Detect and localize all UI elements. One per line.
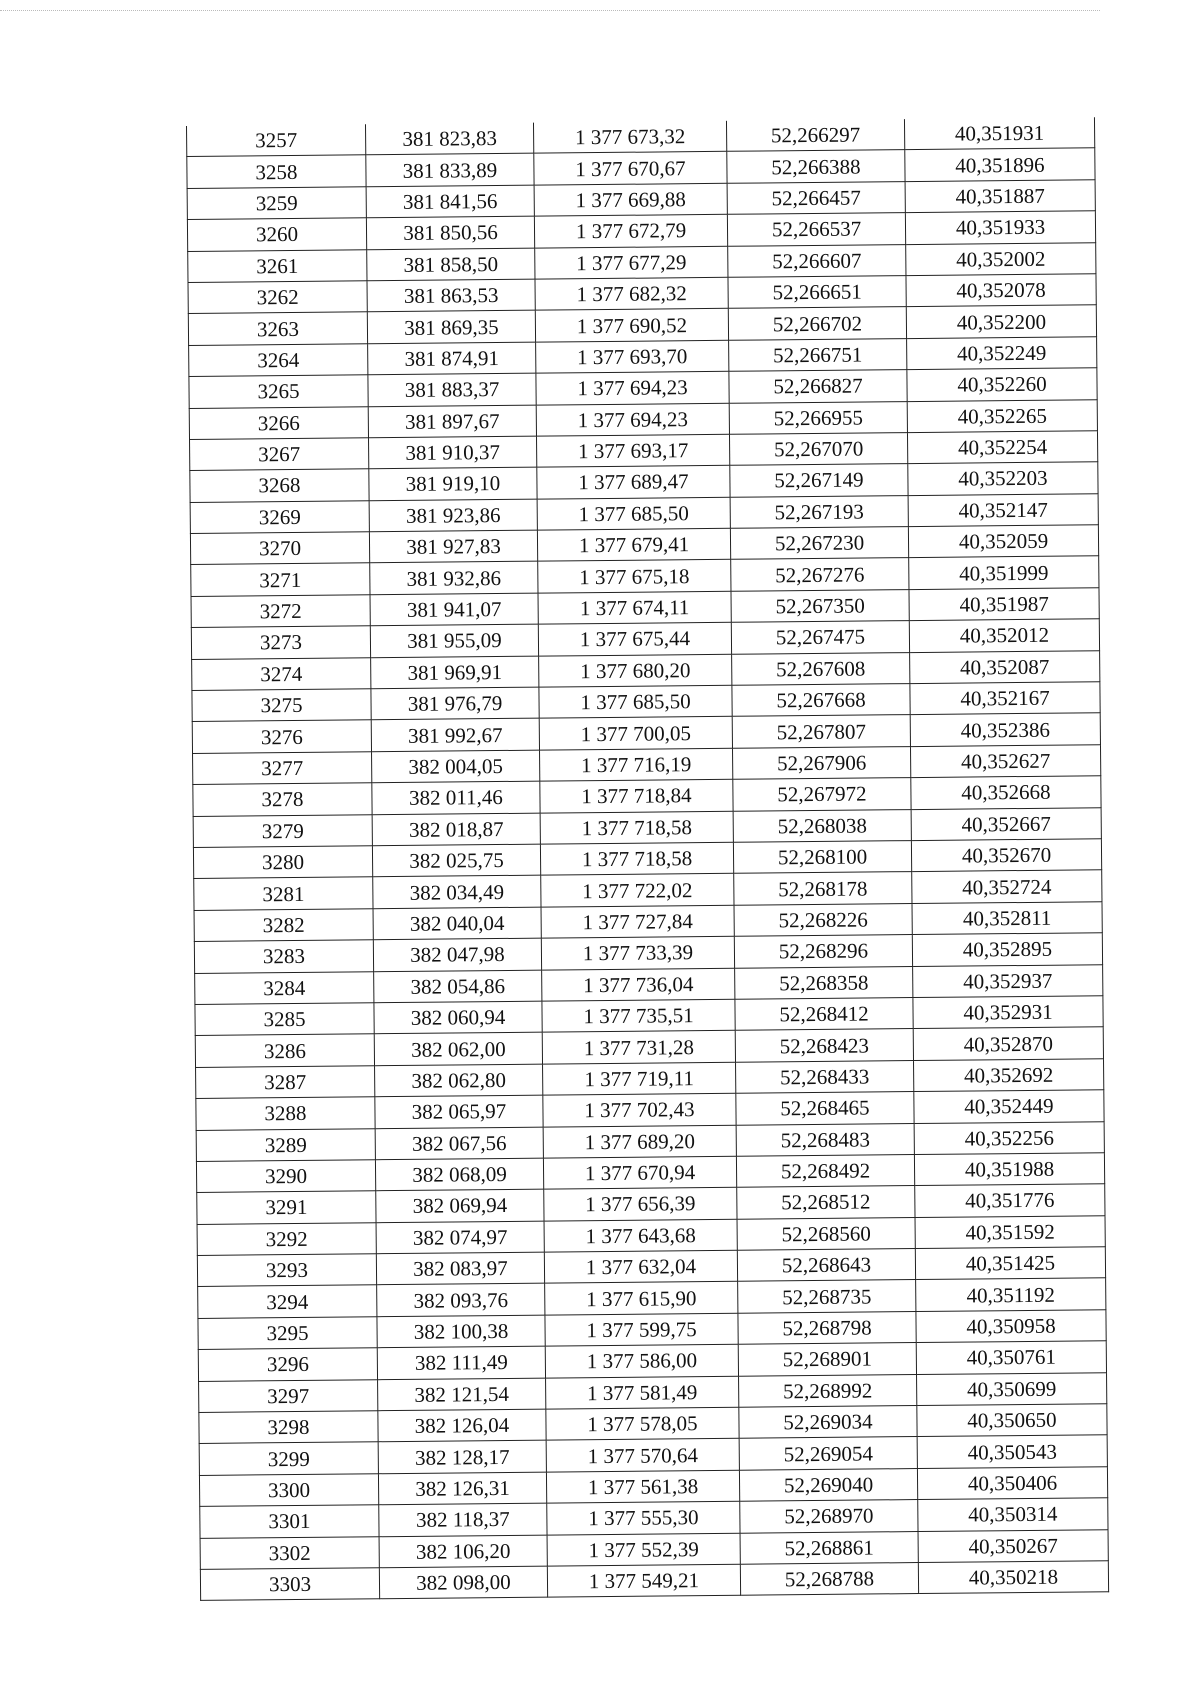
longitude-cell: 40,352265 (907, 399, 1097, 432)
coord-y-cell: 1 377 674,11 (538, 591, 731, 624)
coord-x-cell: 382 060,94 (374, 1001, 542, 1034)
coord-y-cell: 1 377 694,23 (536, 403, 729, 436)
longitude-cell: 40,352078 (906, 274, 1096, 307)
coord-y-cell: 1 377 718,58 (540, 842, 733, 875)
coordinates-table (186, 117, 1109, 1601)
longitude-cell: 40,352087 (910, 650, 1100, 683)
point-number-cell: 3296 (198, 1348, 377, 1381)
point-number-cell: 3267 (190, 438, 369, 471)
latitude-cell: 52,268861 (740, 1531, 918, 1564)
coord-y-cell: 1 377 615,90 (545, 1282, 738, 1315)
point-number-cell: 3266 (189, 406, 368, 439)
latitude-cell: 52,267070 (729, 432, 907, 465)
latitude-cell: 52,269054 (739, 1437, 917, 1470)
coord-x-cell: 382 121,54 (378, 1378, 546, 1411)
coord-y-cell: 1 377 694,23 (536, 371, 729, 404)
coord-x-cell: 382 069,94 (376, 1189, 544, 1222)
point-number-cell: 3260 (187, 218, 366, 251)
longitude-cell: 40,352260 (907, 368, 1097, 401)
coord-x-cell: 381 858,50 (367, 248, 535, 281)
longitude-cell: 40,352249 (907, 337, 1097, 370)
point-number-cell: 3258 (187, 155, 366, 188)
coord-y-cell: 1 377 673,32 (533, 121, 726, 154)
latitude-cell: 52,266955 (729, 401, 907, 434)
latitude-cell: 52,268433 (736, 1060, 914, 1093)
latitude-cell: 52,268970 (740, 1500, 918, 1533)
coord-y-cell: 1 377 693,70 (536, 340, 729, 373)
coord-y-cell: 1 377 677,29 (535, 246, 728, 279)
longitude-cell: 40,351933 (905, 211, 1095, 244)
coord-x-cell: 382 062,00 (374, 1032, 542, 1065)
coord-y-cell: 1 377 656,39 (544, 1188, 737, 1221)
coord-y-cell: 1 377 680,20 (539, 654, 732, 687)
latitude-cell: 52,267149 (730, 464, 908, 497)
coord-x-cell: 382 025,75 (372, 844, 540, 877)
latitude-cell: 52,268465 (736, 1092, 914, 1125)
coord-x-cell: 382 068,09 (375, 1158, 543, 1191)
latitude-cell: 52,268992 (739, 1374, 917, 1407)
coord-y-cell: 1 377 581,49 (546, 1376, 739, 1409)
point-number-cell: 3271 (191, 563, 370, 596)
longitude-cell: 40,350699 (917, 1372, 1107, 1405)
point-number-cell: 3295 (198, 1317, 377, 1350)
coord-y-cell: 1 377 570,64 (546, 1439, 739, 1472)
point-number-cell: 3278 (193, 783, 372, 816)
point-number-cell: 3298 (199, 1411, 378, 1444)
longitude-cell: 40,352200 (906, 305, 1096, 338)
coord-x-cell: 381 932,86 (370, 562, 538, 595)
latitude-cell: 52,266457 (727, 181, 905, 214)
coord-x-cell: 382 098,00 (379, 1566, 547, 1599)
point-number-cell: 3263 (188, 312, 367, 345)
point-number-cell: 3297 (199, 1379, 378, 1412)
coord-y-cell: 1 377 731,28 (542, 1031, 735, 1064)
longitude-cell: 40,351592 (915, 1215, 1105, 1248)
longitude-cell: 40,350406 (917, 1467, 1107, 1500)
latitude-cell: 52,266827 (729, 370, 907, 403)
coord-y-cell: 1 377 690,52 (535, 309, 728, 342)
coord-y-cell: 1 377 670,67 (534, 152, 727, 185)
point-number-cell: 3302 (200, 1536, 379, 1569)
coord-y-cell: 1 377 675,44 (538, 623, 731, 656)
coord-x-cell: 381 969,91 (371, 656, 539, 689)
coord-y-cell: 1 377 702,43 (543, 1093, 736, 1126)
latitude-cell: 52,268560 (737, 1217, 915, 1250)
latitude-cell: 52,268483 (736, 1123, 914, 1156)
coord-x-cell: 381 955,09 (370, 624, 538, 657)
coord-x-cell: 382 118,37 (379, 1503, 547, 1536)
point-number-cell: 3283 (194, 940, 373, 973)
latitude-cell: 52,267475 (731, 621, 909, 654)
point-number-cell: 3288 (196, 1097, 375, 1130)
longitude-cell: 40,350267 (918, 1529, 1108, 1562)
point-number-cell: 3294 (198, 1285, 377, 1318)
coord-y-cell: 1 377 685,50 (539, 685, 732, 718)
coord-y-cell: 1 377 736,04 (542, 968, 735, 1001)
latitude-cell: 52,268901 (738, 1343, 916, 1376)
longitude-cell: 40,351987 (909, 588, 1099, 621)
latitude-cell: 52,268178 (734, 872, 912, 905)
coord-x-cell: 381 883,37 (368, 373, 536, 406)
latitude-cell: 52,268412 (735, 998, 913, 1031)
coord-x-cell: 382 054,86 (374, 970, 542, 1003)
coord-y-cell: 1 377 675,18 (538, 560, 731, 593)
coord-x-cell: 381 850,56 (366, 216, 534, 249)
longitude-cell: 40,350958 (916, 1310, 1106, 1343)
latitude-cell: 52,268492 (736, 1154, 914, 1187)
longitude-cell: 40,352931 (913, 996, 1103, 1029)
latitude-cell: 52,266388 (727, 150, 905, 183)
latitude-cell: 52,266297 (726, 119, 904, 152)
coord-y-cell: 1 377 682,32 (535, 277, 728, 310)
coord-x-cell: 382 093,76 (377, 1284, 545, 1317)
point-number-cell: 3287 (196, 1065, 375, 1098)
longitude-cell: 40,351988 (914, 1153, 1104, 1186)
coord-x-cell: 382 111,49 (377, 1346, 545, 1379)
coord-x-cell: 381 897,67 (368, 405, 536, 438)
coord-x-cell: 382 126,31 (378, 1472, 546, 1505)
point-number-cell: 3290 (196, 1160, 375, 1193)
coord-x-cell: 381 941,07 (370, 593, 538, 626)
coord-x-cell: 382 067,56 (375, 1127, 543, 1160)
latitude-cell: 52,266651 (728, 276, 906, 309)
latitude-cell: 52,268643 (737, 1249, 915, 1282)
latitude-cell: 52,267972 (733, 778, 911, 811)
longitude-cell: 40,352254 (907, 431, 1097, 464)
longitude-cell: 40,352059 (908, 525, 1098, 558)
longitude-cell: 40,351887 (905, 180, 1095, 213)
point-number-cell: 3269 (190, 500, 369, 533)
longitude-cell: 40,352937 (913, 964, 1103, 997)
longitude-cell: 40,352724 (912, 870, 1102, 903)
latitude-cell: 52,267807 (732, 715, 910, 748)
longitude-cell: 40,350761 (916, 1341, 1106, 1374)
longitude-cell: 40,352203 (908, 462, 1098, 495)
latitude-cell: 52,267193 (730, 495, 908, 528)
coord-x-cell: 382 100,38 (377, 1315, 545, 1348)
coord-x-cell: 381 823,83 (365, 123, 533, 156)
latitude-cell: 52,268100 (733, 841, 911, 874)
longitude-cell: 40,351192 (916, 1278, 1106, 1311)
point-number-cell: 3291 (197, 1191, 376, 1224)
coord-x-cell: 382 011,46 (372, 781, 540, 814)
point-number-cell: 3285 (195, 1003, 374, 1036)
point-number-cell: 3286 (195, 1034, 374, 1067)
point-number-cell: 3282 (194, 909, 373, 942)
coord-y-cell: 1 377 643,68 (544, 1219, 737, 1252)
coord-x-cell: 382 018,87 (372, 813, 540, 846)
coord-x-cell: 382 128,17 (378, 1441, 546, 1474)
coord-x-cell: 381 927,83 (369, 530, 537, 563)
coord-y-cell: 1 377 718,58 (540, 811, 733, 844)
longitude-cell: 40,352002 (906, 242, 1096, 275)
coord-y-cell: 1 377 679,41 (537, 528, 730, 561)
coord-y-cell: 1 377 552,39 (547, 1533, 740, 1566)
coord-y-cell: 1 377 693,17 (536, 434, 729, 467)
latitude-cell: 52,267350 (731, 589, 909, 622)
scan-edge-line (0, 10, 1100, 11)
point-number-cell: 3264 (189, 344, 368, 377)
coord-y-cell: 1 377 719,11 (543, 1062, 736, 1095)
latitude-cell: 52,268735 (738, 1280, 916, 1313)
point-number-cell: 3273 (191, 626, 370, 659)
coord-x-cell: 382 074,97 (376, 1221, 544, 1254)
latitude-cell: 52,266702 (728, 307, 906, 340)
point-number-cell: 3272 (191, 595, 370, 628)
longitude-cell: 40,352386 (910, 713, 1100, 746)
longitude-cell: 40,352668 (911, 776, 1101, 809)
coord-y-cell: 1 377 672,79 (534, 214, 727, 247)
coord-x-cell: 381 833,89 (366, 154, 534, 187)
coord-x-cell: 381 992,67 (371, 719, 539, 752)
latitude-cell: 52,266537 (727, 213, 905, 246)
point-number-cell: 3279 (193, 814, 372, 847)
longitude-cell: 40,352449 (914, 1090, 1104, 1123)
coord-x-cell: 381 923,86 (369, 499, 537, 532)
coordinates-table-body (186, 117, 1108, 1601)
latitude-cell: 52,268296 (734, 935, 912, 968)
point-number-cell: 3265 (189, 375, 368, 408)
point-number-cell: 3280 (193, 846, 372, 879)
longitude-cell: 40,351931 (904, 117, 1094, 150)
point-number-cell: 3284 (195, 971, 374, 1004)
latitude-cell: 52,269034 (739, 1406, 917, 1439)
longitude-cell: 40,350543 (917, 1435, 1107, 1468)
coord-y-cell: 1 377 586,00 (545, 1344, 738, 1377)
coord-x-cell: 382 126,04 (378, 1409, 546, 1442)
point-number-cell: 3293 (197, 1254, 376, 1287)
coord-x-cell: 381 919,10 (369, 467, 537, 500)
coord-y-cell: 1 377 689,47 (537, 466, 730, 499)
coord-x-cell: 381 863,53 (367, 279, 535, 312)
coord-x-cell: 382 034,49 (373, 876, 541, 909)
coord-y-cell: 1 377 669,88 (534, 183, 727, 216)
coord-x-cell: 382 040,04 (373, 907, 541, 940)
point-number-cell: 3259 (187, 187, 366, 220)
longitude-cell: 40,352256 (914, 1121, 1104, 1154)
point-number-cell: 3261 (188, 249, 367, 282)
coord-x-cell: 381 869,35 (367, 310, 535, 343)
coord-x-cell: 382 106,20 (379, 1535, 547, 1568)
coord-y-cell: 1 377 670,94 (543, 1156, 736, 1189)
point-number-cell: 3301 (200, 1505, 379, 1538)
point-number-cell: 3289 (196, 1128, 375, 1161)
coord-x-cell: 381 841,56 (366, 185, 534, 218)
latitude-cell: 52,268423 (735, 1029, 913, 1062)
latitude-cell: 52,268798 (738, 1311, 916, 1344)
latitude-cell: 52,267230 (730, 527, 908, 560)
longitude-cell: 40,352811 (912, 902, 1102, 935)
latitude-cell: 52,267906 (732, 746, 910, 779)
longitude-cell: 40,350314 (918, 1498, 1108, 1531)
latitude-cell: 52,266607 (728, 244, 906, 277)
longitude-cell: 40,351896 (905, 148, 1095, 181)
latitude-cell: 52,268512 (737, 1186, 915, 1219)
point-number-cell: 3275 (192, 689, 371, 722)
longitude-cell: 40,352692 (914, 1058, 1104, 1091)
longitude-cell: 40,352870 (913, 1027, 1103, 1060)
longitude-cell: 40,352670 (911, 839, 1101, 872)
point-number-cell: 3276 (192, 720, 371, 753)
coord-y-cell: 1 377 718,84 (540, 779, 733, 812)
coord-y-cell: 1 377 722,02 (541, 874, 734, 907)
point-number-cell: 3303 (200, 1568, 379, 1601)
coord-y-cell: 1 377 561,38 (546, 1470, 739, 1503)
longitude-cell: 40,352167 (910, 682, 1100, 715)
point-number-cell: 3268 (190, 469, 369, 502)
point-number-cell: 3274 (192, 657, 371, 690)
coord-y-cell: 1 377 685,50 (537, 497, 730, 530)
point-number-cell: 3299 (199, 1442, 378, 1475)
longitude-cell: 40,350218 (918, 1561, 1108, 1594)
point-number-cell: 3277 (193, 752, 372, 785)
longitude-cell: 40,351776 (915, 1184, 1105, 1217)
point-number-cell: 3257 (186, 124, 365, 157)
coord-y-cell: 1 377 733,39 (541, 936, 734, 969)
coord-x-cell: 382 062,80 (375, 1064, 543, 1097)
longitude-cell: 40,352895 (912, 933, 1102, 966)
coord-x-cell: 381 910,37 (369, 436, 537, 469)
coord-y-cell: 1 377 599,75 (545, 1313, 738, 1346)
longitude-cell: 40,352147 (908, 493, 1098, 526)
coord-y-cell: 1 377 727,84 (541, 905, 734, 938)
longitude-cell: 40,352012 (909, 619, 1099, 652)
point-number-cell: 3262 (188, 281, 367, 314)
longitude-cell: 40,352627 (910, 745, 1100, 778)
longitude-cell: 40,351999 (909, 556, 1099, 589)
point-number-cell: 3292 (197, 1222, 376, 1255)
latitude-cell: 52,266751 (729, 338, 907, 371)
coord-y-cell: 1 377 578,05 (546, 1407, 739, 1440)
latitude-cell: 52,268788 (740, 1563, 918, 1596)
coord-y-cell: 1 377 716,19 (540, 748, 733, 781)
latitude-cell: 52,267608 (732, 652, 910, 685)
coord-x-cell: 381 976,79 (371, 687, 539, 720)
latitude-cell: 52,267276 (731, 558, 909, 591)
coord-x-cell: 381 874,91 (368, 342, 536, 375)
latitude-cell: 52,268358 (735, 966, 913, 999)
point-number-cell: 3300 (199, 1474, 378, 1507)
longitude-cell: 40,351425 (915, 1247, 1105, 1280)
coord-y-cell: 1 377 632,04 (544, 1250, 737, 1283)
coord-x-cell: 382 047,98 (373, 938, 541, 971)
coord-y-cell: 1 377 689,20 (543, 1125, 736, 1158)
coord-x-cell: 382 065,97 (375, 1095, 543, 1128)
latitude-cell: 52,268038 (733, 809, 911, 842)
latitude-cell: 52,268226 (734, 903, 912, 936)
longitude-cell: 40,352667 (911, 807, 1101, 840)
point-number-cell: 3270 (190, 532, 369, 565)
coord-y-cell: 1 377 555,30 (547, 1501, 740, 1534)
coord-x-cell: 382 004,05 (372, 750, 540, 783)
longitude-cell: 40,350650 (917, 1404, 1107, 1437)
latitude-cell: 52,269040 (739, 1468, 917, 1501)
coord-y-cell: 1 377 700,05 (539, 717, 732, 750)
latitude-cell: 52,267668 (732, 684, 910, 717)
coord-x-cell: 382 083,97 (376, 1252, 544, 1285)
point-number-cell: 3281 (194, 877, 373, 910)
coord-y-cell: 1 377 549,21 (547, 1564, 740, 1597)
coord-y-cell: 1 377 735,51 (542, 999, 735, 1032)
